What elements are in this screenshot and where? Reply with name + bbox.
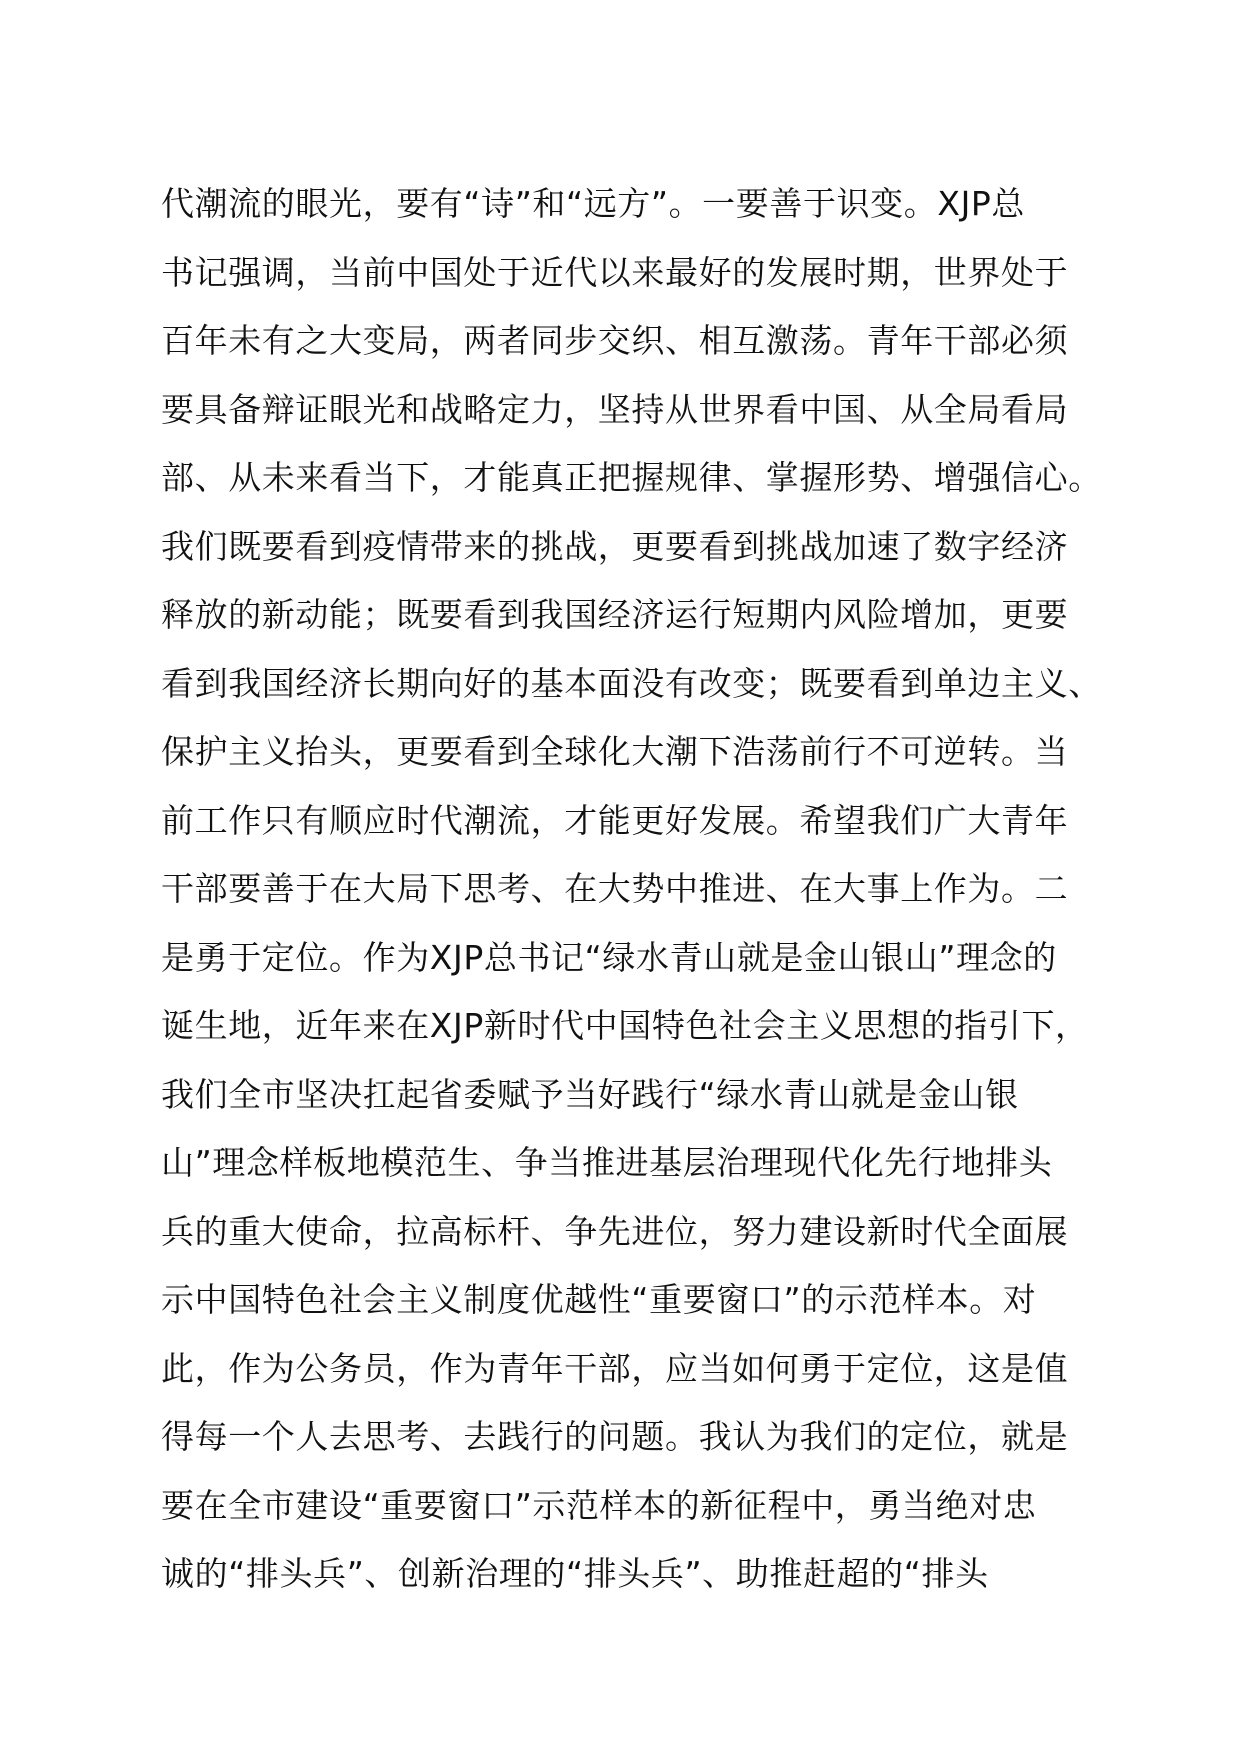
text-line: 释放的新动能；既要看到我国经济运行短期内风险增加，更要 <box>161 595 1069 634</box>
text-line: 看到我国经济长期向好的基本面没有改变；既要看到单边主义、 <box>161 663 1102 703</box>
body-text <box>161 170 1101 1609</box>
text-line: 保护主义抬头，更要看到全球化大潮下浩荡前行不可逆转。当 <box>161 732 1069 771</box>
text-line: 诚的“排头兵”、创新治理的“排头兵”、助推赶超的“排头 <box>161 1554 989 1593</box>
text-line: 兵的重大使命，拉高标杆、争先进位，努力建设新时代全面展 <box>161 1211 1069 1251</box>
text-line: 我们既要看到疫情带来的挑战，更要看到挑战加速了数字经济 <box>161 526 1069 566</box>
text-line: 得每一个人去思考、去践行的问题。我认为我们的定位，就是 <box>161 1417 1069 1456</box>
text-line: 要具备辩证眼光和战略定力，坚持从世界看中国、从全局看局 <box>161 389 1069 429</box>
text-line: 百年未有之大变局，两者同步交织、相互激荡。青年干部必须 <box>161 321 1069 360</box>
text-line: 部、从未来看当下，才能真正把握规律、掌握形势、增强信心。 <box>161 458 1102 497</box>
text-line: 书记强调，当前中国处于近代以来最好的发展时期，世界处于 <box>161 252 1069 292</box>
text-line: 山”理念样板地模范生、争当推进基层治理现代化先行地排头 <box>161 1143 1053 1182</box>
text-line: 我们全市坚决扛起省委赋予当好践行“绿水青山就是金山银 <box>161 1074 1019 1114</box>
text-line: 前工作只有顺应时代潮流，才能更好发展。希望我们广大青年 <box>161 800 1069 840</box>
text-line: 干部要善于在大局下思考、在大势中推进、在大事上作为。二 <box>161 869 1069 908</box>
text-line: 代潮流的眼光，要有“诗”和“远方”。一要善于识变。XJP总 <box>161 184 1026 223</box>
text-line: 要在全市建设“重要窗口”示范样本的新征程中，勇当绝对忠 <box>161 1485 1037 1525</box>
text-line: 是勇于定位。作为XJP总书记“绿水青山就是金山银山”理念的 <box>161 937 1057 977</box>
text-line: 诞生地，近年来在XJP新时代中国特色社会主义思想的指引下， <box>161 1006 1089 1045</box>
text-line: 此，作为公务员，作为青年干部，应当如何勇于定位，这是值 <box>161 1348 1069 1388</box>
text-line: 示中国特色社会主义制度优越性“重要窗口”的示范样本。对 <box>161 1280 1037 1319</box>
